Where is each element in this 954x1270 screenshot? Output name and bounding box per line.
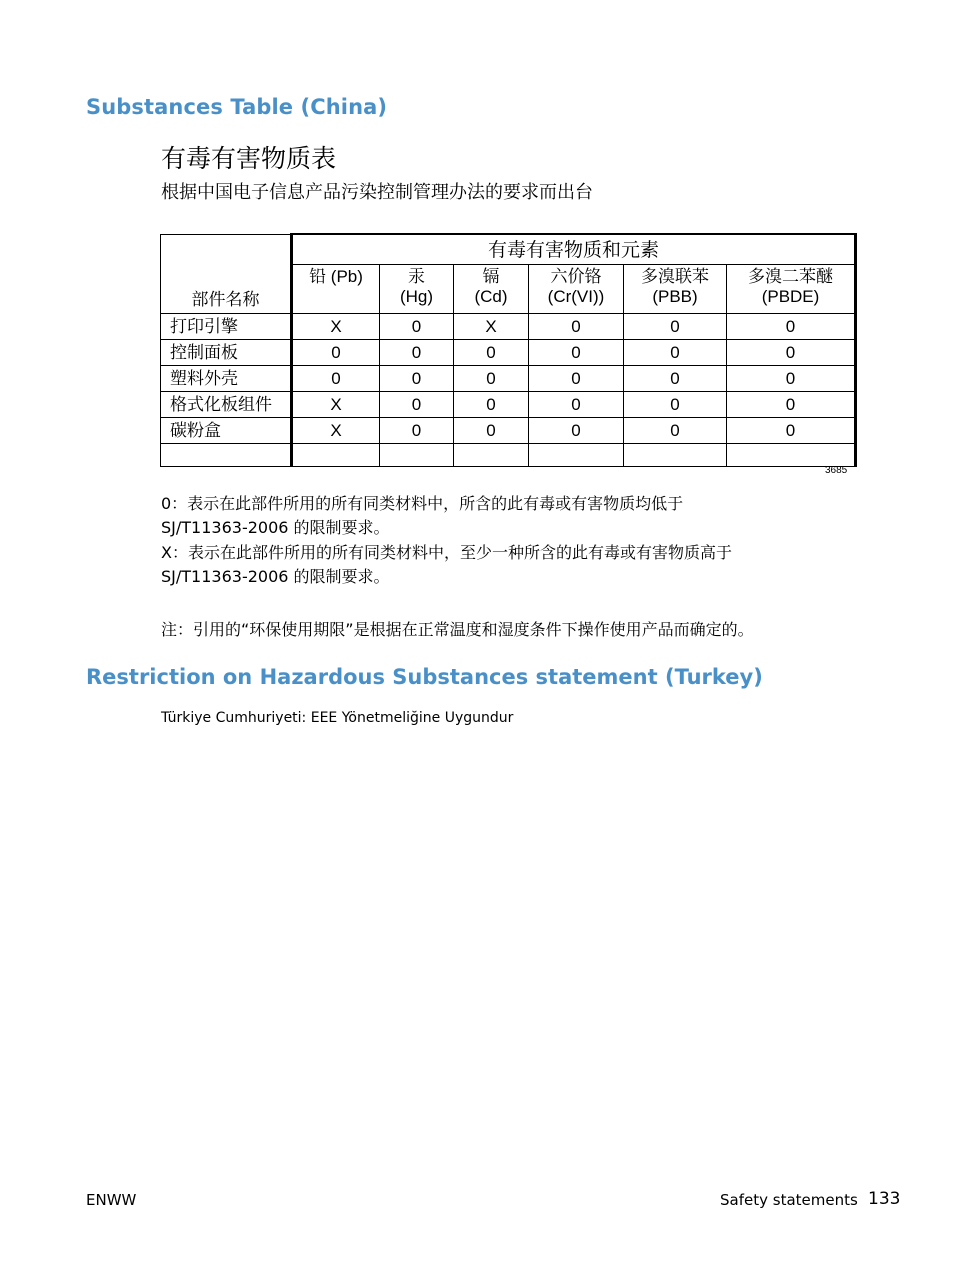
table-cell: 0 — [454, 366, 529, 392]
chinese-table-subtitle: 根据中国电子信息产品污染控制管理办法的要求而出台 — [161, 182, 593, 203]
turkey-statement: Türkiye Cumhuriyeti: EEE Yönetmeliğine Uygundur — [161, 710, 514, 726]
empty-cell — [529, 444, 624, 467]
table-cell: 0 — [380, 392, 454, 418]
section-heading-china: Substances Table (China) — [86, 95, 388, 119]
table-row — [161, 340, 856, 366]
element-header-pbb: 多溴联苯 (PBB) — [624, 265, 727, 314]
footer-page-number: 133 — [868, 1189, 901, 1209]
table-cell: 0 — [454, 418, 529, 444]
empty-cell — [727, 444, 856, 467]
table-cell: 0 — [624, 340, 727, 366]
element-header-cd: 镉 (Cd) — [454, 265, 529, 314]
table-cell: 0 — [727, 340, 856, 366]
table-cell: 0 — [380, 314, 454, 340]
empty-cell — [380, 444, 454, 467]
component-name-header: 部件名称 — [161, 234, 292, 314]
component-name: 格式化板组件 — [161, 392, 292, 418]
note-x: X：表示在此部件所用的所有同类材料中，至少一种所含的此有毒或有害物质高于 SJ/T11363-2006 的限制要求。 — [161, 543, 732, 586]
component-name: 打印引擎 — [161, 314, 292, 340]
table-row — [161, 314, 856, 340]
empty-cell — [292, 444, 380, 467]
table-cell: 0 — [727, 366, 856, 392]
hazardous-substances-header: 有毒有害物质和元素 — [292, 234, 856, 265]
table-cell: 0 — [624, 314, 727, 340]
element-header-hg: 汞 (Hg) — [380, 265, 454, 314]
table-cell: X — [454, 314, 529, 340]
note-zero: 0：表示在此部件所用的所有同类材料中，所含的此有毒或有害物质均低于 SJ/T11363-2006 的限制要求。 — [161, 494, 684, 537]
table-cell: 0 — [529, 340, 624, 366]
table-cell: 0 — [624, 366, 727, 392]
note-remark: 注：引用的“环保使用期限”是根据在正常温度和湿度条件下操作使用产品而确定的。 — [161, 620, 754, 639]
empty-cell — [161, 444, 292, 467]
table-cell: 0 — [454, 392, 529, 418]
footer-doc-id: ENWW — [86, 1191, 137, 1209]
table-row-empty — [161, 444, 856, 467]
table-cell: 0 — [292, 366, 380, 392]
table-cell: 0 — [529, 366, 624, 392]
table-cell: 0 — [727, 418, 856, 444]
table-cell: X — [292, 392, 380, 418]
table-cell: 0 — [380, 418, 454, 444]
element-header-pb: 铅 (Pb) — [292, 265, 380, 314]
chinese-table-title: 有毒有害物质表 — [161, 144, 337, 173]
table-cell: 0 — [624, 392, 727, 418]
table-cell: 0 — [292, 340, 380, 366]
empty-cell — [454, 444, 529, 467]
table-row — [161, 392, 856, 418]
component-name: 塑料外壳 — [161, 366, 292, 392]
empty-cell — [624, 444, 727, 467]
table-cell: 0 — [727, 314, 856, 340]
table-cell: 0 — [454, 340, 529, 366]
substances-table — [160, 233, 855, 462]
table-cell: 0 — [529, 418, 624, 444]
figure-code: 3685 — [825, 465, 848, 476]
section-heading-turkey: Restriction on Hazardous Substances statement (Turkey) — [86, 665, 763, 689]
table-row — [161, 366, 856, 392]
element-header-pbde: 多溴二苯醚 (PBDE) — [727, 265, 856, 314]
table-cell: 0 — [380, 340, 454, 366]
table-row — [161, 418, 856, 444]
component-name: 控制面板 — [161, 340, 292, 366]
table-cell: X — [292, 314, 380, 340]
table-cell: 0 — [529, 314, 624, 340]
table-cell: 0 — [624, 418, 727, 444]
element-header-cr: 六价铬 (Cr(VI)) — [529, 265, 624, 314]
table-cell: 0 — [529, 392, 624, 418]
table-cell: X — [292, 418, 380, 444]
table-cell: 0 — [380, 366, 454, 392]
footer-section-name: Safety statements — [720, 1191, 858, 1209]
table-cell: 0 — [727, 392, 856, 418]
component-name: 碳粉盒 — [161, 418, 292, 444]
